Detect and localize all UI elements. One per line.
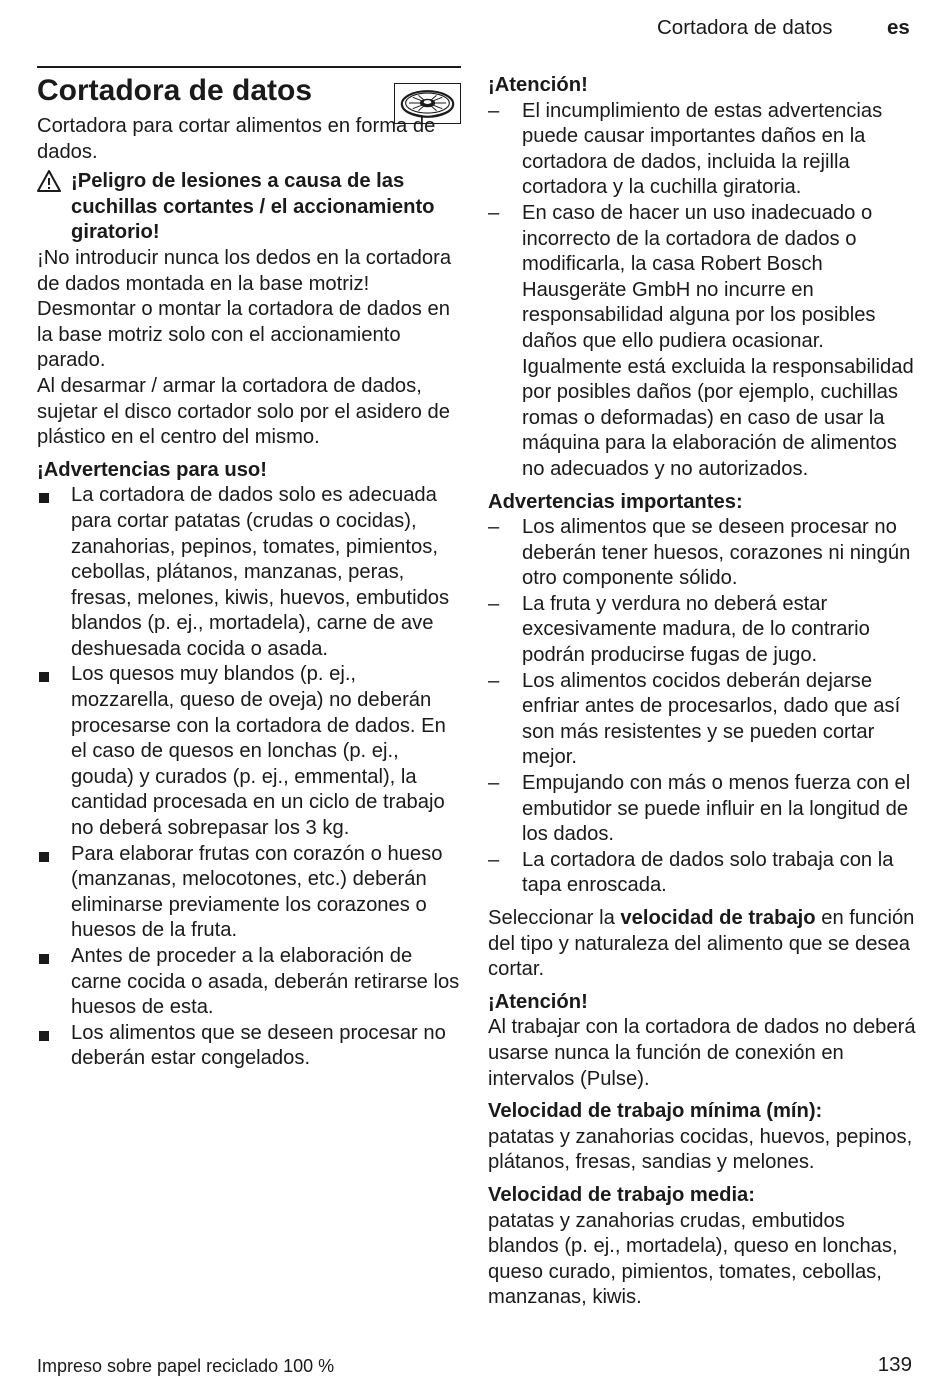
list-item xyxy=(37,1021,461,1072)
right-column xyxy=(488,73,918,1311)
speed-selection-paragraph xyxy=(488,906,918,983)
list-item xyxy=(488,848,918,899)
list-item xyxy=(37,662,461,841)
list-item xyxy=(488,592,918,669)
page-title: Cortadora de datos xyxy=(37,74,313,107)
dash-bullet: – xyxy=(488,669,500,692)
attention2-text: Al trabajar con la cortadora de dados no deberá usarse nunca la función de conexión en intervalos (Pulse). xyxy=(488,1016,916,1090)
list-item xyxy=(488,669,918,771)
title-row xyxy=(37,73,461,109)
dash-bullet: – xyxy=(488,201,500,224)
list-item xyxy=(488,515,918,592)
dash-bullet: – xyxy=(488,99,500,122)
dash-bullet: – xyxy=(488,516,500,539)
list-item-text: Empujando con más o menos fuerza con el embutidor se puede influir en la longitud de los dados. xyxy=(522,772,911,846)
danger-paragraph: ¡No introducir nunca los dedos en la cortadora de dados montada en la base motriz! Desmontar o montar la cortadora de dados en la base motriz solo con el accionamiento parado. xyxy=(37,246,452,372)
attention-heading: ¡Atención! xyxy=(488,74,588,96)
list-item xyxy=(488,771,918,848)
dash-bullet: – xyxy=(488,772,500,795)
speed-selection-bold: velocidad de trabajo xyxy=(620,907,816,929)
speed-min-heading: Velocidad de trabajo mínima (mín): xyxy=(488,1100,823,1123)
dash-bullet: – xyxy=(488,592,500,615)
dash-bullet: – xyxy=(488,848,500,871)
list-item xyxy=(37,944,461,1021)
attention2-heading: ¡Atención! xyxy=(488,990,588,1013)
warning-triangle-icon xyxy=(37,169,61,193)
list-item xyxy=(488,201,918,483)
square-bullet-icon xyxy=(39,493,49,503)
list-item xyxy=(37,842,461,944)
list-item-text: El incumplimiento de estas advertencias puede causar importantes daños en la cortadora de dados, incluida la rejilla cortadora y la cuchilla giratoria. xyxy=(522,99,883,199)
running-header-language: es xyxy=(887,16,910,39)
list-item xyxy=(37,483,461,662)
list-item-text: Los alimentos que se deseen procesar no deberán estar congelados. xyxy=(71,1021,446,1070)
speed-selection-suffix: en función del tipo y naturaleza del alimento que se desea cortar. xyxy=(488,907,915,981)
list-item-text: Los quesos muy blandos (p. ej., mozzarella, queso de oveja) no deberán procesarse con la cortadora de dados. En el caso de quesos en lonchas (p. ej., gouda) y curados (p. ej., emmental), la cantidad procesada en un ciclo de trabajo no deberá sobrepasar los 3 kg. xyxy=(71,663,446,840)
dicer-disc-icon xyxy=(394,83,461,124)
list-item-text: Los alimentos cocidos deberán dejarse enfriar antes de procesarlos, dado que así son más resistentes y se pueden cortar mejor. xyxy=(522,669,901,769)
usage-heading: ¡Advertencias para uso! xyxy=(37,458,267,481)
square-bullet-icon xyxy=(39,672,49,682)
list-item xyxy=(488,99,918,201)
list-item-text: La cortadora de dados solo trabaja con la tapa enroscada. xyxy=(522,848,894,897)
list-item-text: Los alimentos que se deseen procesar no deberán tener huesos, corazones ni ningún otro componente sólido. xyxy=(522,516,911,590)
danger-heading-text: ¡Peligro de lesiones a causa de las cuchillas cortantes / el accionamiento giratorio! xyxy=(71,170,435,244)
title-rule xyxy=(37,66,461,68)
danger-heading xyxy=(37,169,461,246)
list-item-text: La cortadora de dados solo es adecuada para cortar patatas (crudas o cocidas), zanahorias, pepinos, tomates, pimientos, cebollas, plátanos, manzanas, peras, fresas, melones, kiwis, huevos, embutidos blandos (p. ej., mortadela), carne de ave deshuesada cocida o asada. xyxy=(71,484,450,660)
usage-list xyxy=(37,483,461,1072)
page-number: 139 xyxy=(877,1353,912,1376)
attention-list xyxy=(488,99,918,483)
list-item-text: Para elaborar frutas con corazón o hueso (manzanas, melocotones, etc.) deberán eliminarse previamente los corazones o huesos de la fruta. xyxy=(71,842,443,942)
list-item-text: La fruta y verdura no deberá estar excesivamente madura, de lo contrario podrán producirse fugas de jugo. xyxy=(522,592,870,667)
left-column xyxy=(37,66,461,1072)
intro-text: Cortadora para cortar alimentos en forma de dados. xyxy=(37,115,436,163)
square-bullet-icon xyxy=(39,1031,49,1041)
important-heading: Advertencias importantes: xyxy=(488,490,743,513)
speed-selection-prefix: Seleccionar la xyxy=(488,907,621,929)
speed-mid-heading: Velocidad de trabajo media: xyxy=(488,1183,756,1206)
speed-mid-text: patatas y zanahorias crudas, embutidos blandos (p. ej., mortadela), queso en lonchas, queso curado, pimientos, tomates, cebollas, manzanas, kiwis. xyxy=(488,1209,898,1309)
list-item-text: En caso de hacer un uso inadecuado o incorrecto de la cortadora de dados o modificarla, la casa Robert Bosch Hausgeräte GmbH no incurre en responsabilidad alguna por los posibles daños que ello pudiera ocasionar. Igualmente está excluida la responsabilidad por posibles daños (por ejemplo, cuchillas romas o deformadas) en caso de usar la máquina para la elaboración de alimentos no adecuados y no autorizados. xyxy=(522,201,914,480)
square-bullet-icon xyxy=(39,954,49,964)
running-header-title: Cortadora de datos xyxy=(657,16,833,39)
danger-paragraph: Al desarmar / armar la cortadora de dados, sujetar el disco cortador solo por el asidero de plástico en el centro del mismo. xyxy=(37,374,450,449)
speed-min-text: patatas y zanahorias cocidas, huevos, pepinos, plátanos, fresas, sandias y melones. xyxy=(488,1125,913,1174)
list-item-text: Antes de proceder a la elaboración de carne cocida o asada, deberán retirarse los huesos de esta. xyxy=(71,945,460,1019)
square-bullet-icon xyxy=(39,852,49,862)
important-list xyxy=(488,515,918,899)
footer-note: Impreso sobre papel reciclado 100 % xyxy=(37,1356,335,1376)
